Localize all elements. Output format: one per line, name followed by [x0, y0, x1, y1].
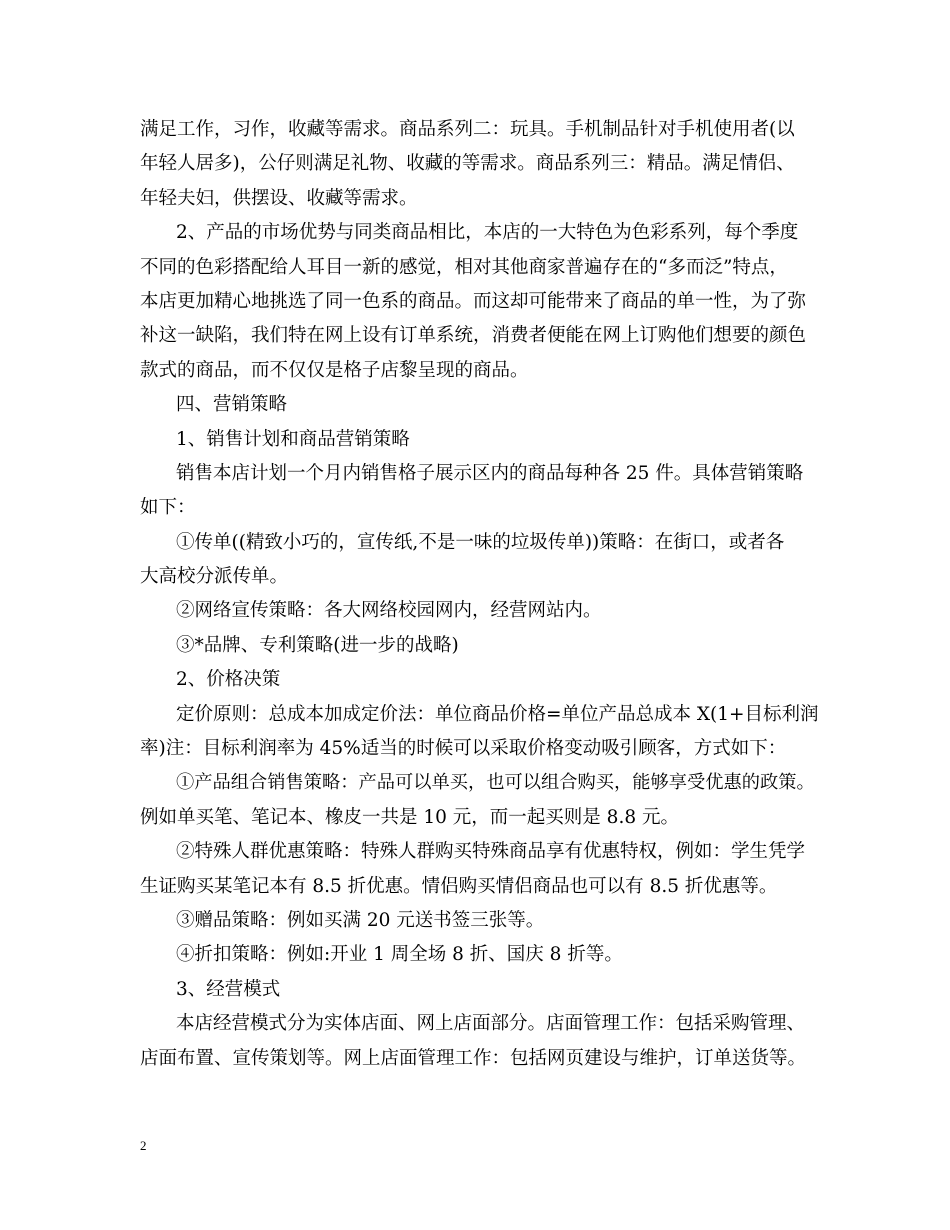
text-line: 例如单买笔、笔记本、橡皮一共是 10 元，而一起买则是 8.8 元。	[140, 806, 679, 828]
text-line: 年轻人居多)，公仔则满足礼物、收藏的等需求。商品系列三：精品。满足情侣、	[140, 153, 795, 175]
text-line: ③赠品策略：例如买满 20 元送书签三张等。	[176, 909, 545, 931]
text-line: 销售本店计划一个月内销售格子展示区内的商品每种各 25 件。具体营销策略	[176, 462, 804, 484]
text-line: ②网络宣传策略：各大网络校园网内，经营网站内。	[176, 600, 602, 622]
text-line: ③*品牌、专利策略(进一步的战略)	[176, 634, 459, 656]
text-line: 2、价格决策	[176, 669, 281, 691]
text-line: 本店更加精心地挑选了同一色系的商品。而这却可能带来了商品的单一性，为了弥	[140, 290, 807, 312]
text-line: 款式的商品，而不仅仅是格子店黎呈现的商品。	[140, 359, 529, 381]
text-line: 1、销售计划和商品营销策略	[176, 428, 410, 450]
text-line: ②特殊人群优惠策略：特殊人群购买特殊商品享有优惠特权，例如：学生凭学	[176, 841, 806, 863]
text-line: 如下：	[140, 497, 196, 519]
text-line: 四、营销策略	[176, 394, 288, 416]
text-line: 生证购买某笔记本有 8.5 折优惠。情侣购买情侣商品也可以有 8.5 折优惠等。	[140, 875, 778, 897]
text-line: 补这一缺陷，我们特在网上设有订单系统，消费者便能在网上订购他们想要的颜色	[140, 325, 807, 347]
text-line: 定价原则：总成本加成定价法：单位商品价格=单位产品总成本 X(1+目标利润	[176, 703, 819, 725]
text-line: 3、经营模式	[176, 978, 281, 1000]
text-line: 2、产品的市场优势与同类商品相比，本店的一大特色为色彩系列，每个季度	[176, 222, 799, 244]
text-line: 不同的色彩搭配给人耳目一新的感觉，相对其他商家普遍存在的“多而泛”特点，	[140, 256, 788, 278]
text-line: 满足工作，习作，收藏等需求。商品系列二：玩具。手机制品针对手机使用者(以	[140, 119, 795, 140]
text-line: ①传单((精致小巧的，宣传纸,不是一味的垃圾传单))策略：在街口，或者各	[176, 531, 785, 553]
text-line: 率)注：目标利润率为 45%适当的时候可以采取价格变动吸引顾客，方式如下：	[140, 738, 787, 760]
text-line: 本店经营模式分为实体店面、网上店面部分。店面管理工作：包括采购管理、	[176, 1013, 806, 1035]
text-line: 年轻夫妇，供摆设、收藏等需求。	[140, 187, 418, 209]
page-number: 2	[140, 1138, 147, 1153]
text-line: 店面布置、宣传策划等。网上店面管理工作：包括网页建设与维护，订单送货等。	[140, 1047, 807, 1069]
text-line: 大高校分派传单。	[140, 566, 289, 588]
text-line: ①产品组合销售策略：产品可以单买，也可以组合购买，能够享受优惠的政策。	[176, 772, 815, 794]
document-body	[140, 113, 820, 1076]
text-line: ④折扣策略：例如:开业 1 周全场 8 折、国庆 8 折等。	[176, 944, 623, 966]
